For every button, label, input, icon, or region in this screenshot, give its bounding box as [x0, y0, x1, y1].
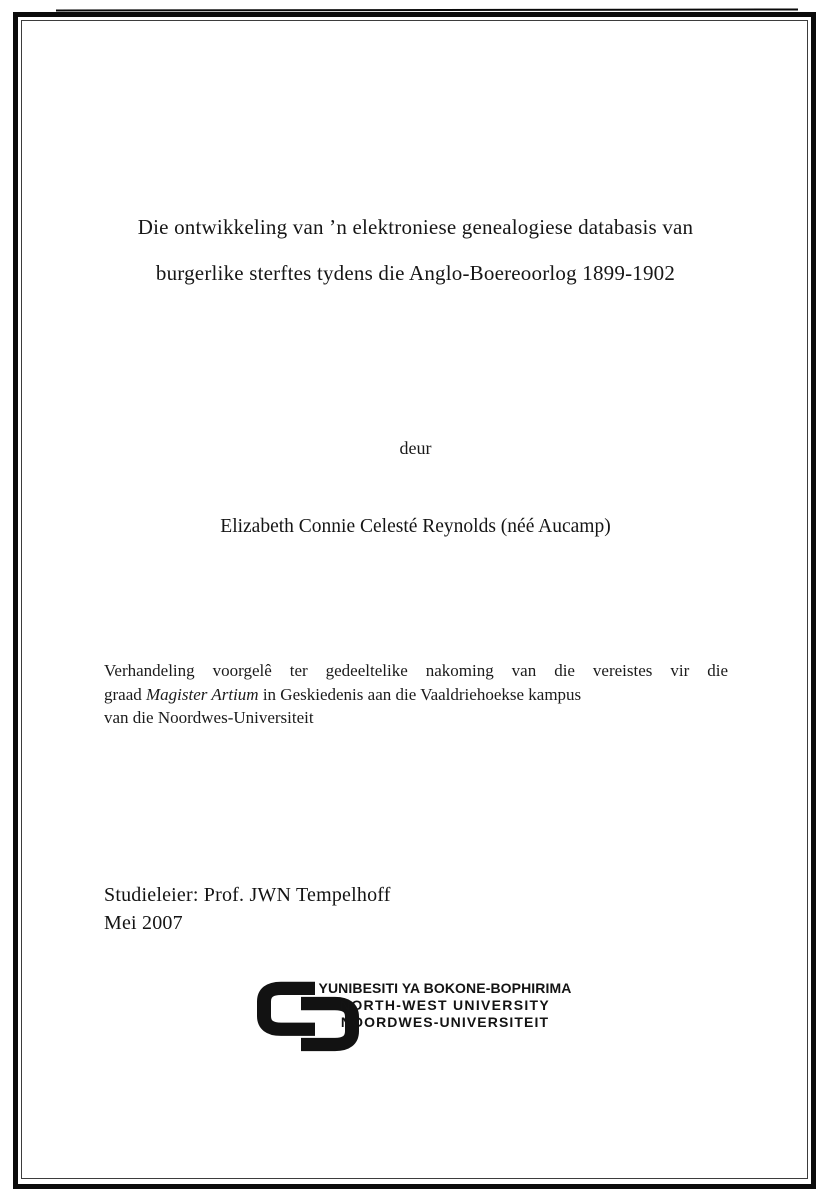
statement-line-3: van die Noordwes-Universiteit: [104, 708, 314, 727]
logo-text-line-3: NOORDWES-UNIVERSITEIT: [340, 1014, 550, 1030]
degree-statement: [104, 659, 728, 730]
logo-text-line-2: NORTH-WEST UNIVERSITY: [339, 997, 551, 1013]
supervisor-line: Studieleier: Prof. JWN Tempelhoff: [104, 884, 391, 906]
statement-line-1: Verhandeling voorgelê ter gedeeltelike nakoming van die vereistes vir die: [104, 661, 728, 680]
statement-line-2-start: graad: [104, 684, 147, 704]
title-line-1: Die ontwikkeling van ’n elektroniese genealogiese databasis van: [137, 215, 694, 239]
logo-text-line-1: YUNIBESITI YA BOKONE-BOPHIRIMA: [318, 980, 572, 996]
degree-name: Magister Artium: [146, 684, 259, 704]
university-logo: [255, 976, 573, 1054]
statement-line-2-end: in Geskiedenis aan die Vaaldriehoekse kampus: [258, 684, 582, 704]
thesis-title: [0, 204, 831, 296]
supervisor-and-date: [104, 881, 391, 937]
date-line: Mei 2007: [104, 912, 183, 934]
university-logo-text: [317, 980, 573, 1031]
author-name: Elizabeth Connie Celesté Reynolds (néé Aucamp): [220, 516, 611, 537]
title-line-2: burgerlike sterftes tydens die Anglo-Boereoorlog 1899-1902: [155, 261, 676, 285]
byline-deur: deur: [399, 438, 432, 458]
statement-line-2: [104, 683, 728, 707]
